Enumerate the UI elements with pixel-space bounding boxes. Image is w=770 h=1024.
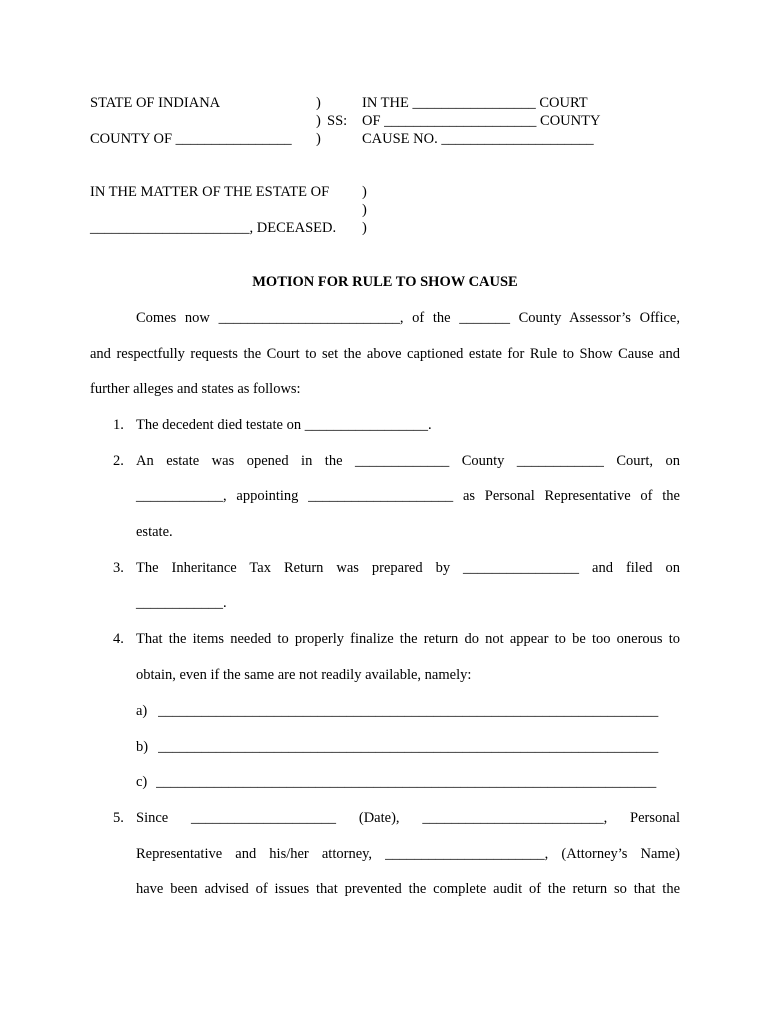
matter-paren: ) (362, 220, 367, 236)
item-line: The Inheritance Tax Return was prepared by ________________ and filed on (136, 560, 680, 576)
intro-line: further alleges and states as follows: (90, 381, 301, 397)
matter-paren: ) (362, 184, 367, 200)
ss-label: SS: (327, 113, 348, 129)
item-line: have been advised of issues that prevented the complete audit of the return so that the (136, 881, 680, 897)
document-title: MOTION FOR RULE TO SHOW CAUSE (252, 274, 518, 290)
subitem-label: b) (136, 739, 149, 755)
item-line: ____________, appointing ____________________ as Personal Representative of the (136, 488, 680, 504)
estate-matter-line: IN THE MATTER OF THE ESTATE OF (90, 184, 330, 200)
cause-number-line: CAUSE NO. _____________________ (362, 131, 594, 147)
court-line: IN THE _________________ COURT (362, 95, 588, 111)
caption-paren: ) (316, 131, 321, 147)
item-number: 5. (113, 810, 124, 826)
item-line: ____________. (136, 595, 227, 611)
subitem-label: c) (136, 774, 148, 790)
item-line: obtain, even if the same are not readily available, namely: (136, 667, 472, 683)
item-number: 2. (113, 453, 124, 469)
item-line: Representative and his/her attorney, ______________________, (Attorney’s Name) (136, 846, 680, 862)
deceased-line: ______________________, DECEASED. (90, 220, 337, 236)
intro-line: Comes now _________________________, of the _______ County Assessor’s Office, (136, 310, 680, 326)
item-line: That the items needed to properly finalize the return do not appear to be too onerous to (136, 631, 680, 647)
subitem-blank-line: _____________________________________________________________________ (156, 774, 657, 790)
item-number: 3. (113, 560, 124, 576)
caption-paren: ) (316, 95, 321, 111)
item-line: An estate was opened in the _____________ County ____________ Court, on (136, 453, 680, 469)
intro-line: and respectfully requests the Court to set the above captioned estate for Rule to Show Cause and (90, 346, 680, 362)
item-number: 1. (113, 417, 124, 433)
county-label: COUNTY OF ________________ (90, 131, 292, 147)
county-line: OF _____________________ COUNTY (362, 113, 601, 129)
item-line: The decedent died testate on _________________. (136, 417, 432, 433)
item-line: Since ____________________ (Date), _________________________, Personal (136, 810, 680, 826)
matter-paren: ) (362, 202, 367, 218)
state-label: STATE OF INDIANA (90, 95, 221, 111)
caption-paren: ) (316, 113, 321, 129)
item-line: estate. (136, 524, 173, 540)
item-number: 4. (113, 631, 124, 647)
subitem-blank-line: _____________________________________________________________________ (158, 739, 659, 755)
subitem-label: a) (136, 703, 148, 719)
subitem-blank-line: _____________________________________________________________________ (158, 703, 659, 719)
